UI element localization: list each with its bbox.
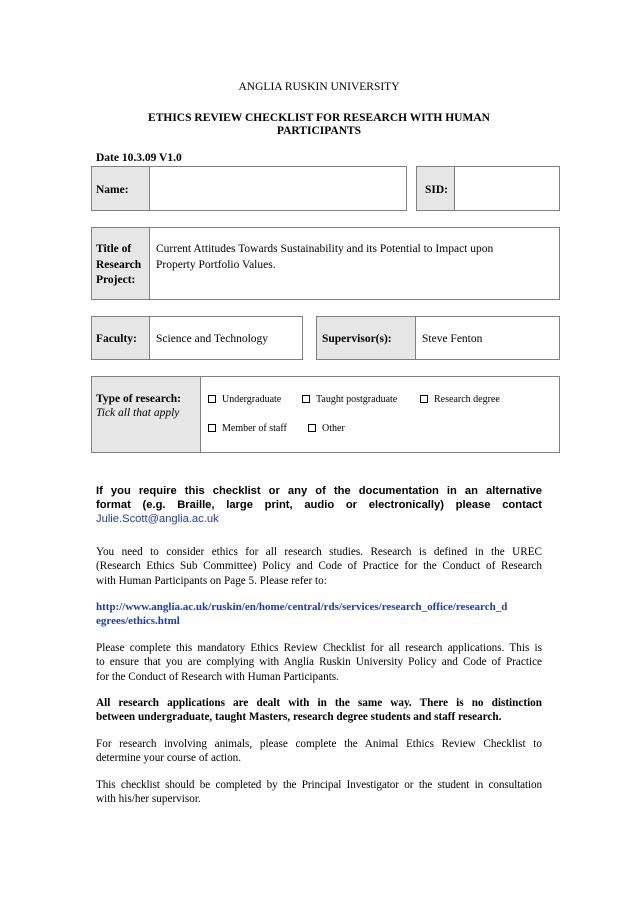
research-type-options-cell xyxy=(201,377,560,453)
project-label-cell xyxy=(92,228,150,300)
checklist-title-line2: PARTICIPANTS xyxy=(276,125,362,137)
supervisor-label-cell xyxy=(317,317,416,360)
faculty-field[interactable] xyxy=(150,317,303,360)
project-label-line1: Title of xyxy=(96,243,132,255)
same-way-paragraph: All research applications are dealt with in the same way. There is no distinction between undergraduate, taught Masters, research degree students and staff research. xyxy=(96,697,542,724)
supervisor-field[interactable] xyxy=(416,317,560,360)
faculty-label: Faculty: xyxy=(96,333,137,345)
contact-email-link[interactable]: Julie.Scott@anglia.ac.uk xyxy=(96,513,219,525)
option-undergraduate[interactable]: Undergraduate xyxy=(208,394,281,406)
name-sid-table xyxy=(91,166,560,211)
checkbox-icon[interactable] xyxy=(208,395,216,403)
checkbox-icon[interactable] xyxy=(208,424,216,432)
sid-field[interactable] xyxy=(455,167,560,211)
project-title-line2: Property Portfolio Values. xyxy=(156,258,276,271)
spacer-cell xyxy=(407,167,417,211)
research-type-table xyxy=(91,376,560,453)
sid-label-cell xyxy=(417,167,455,211)
supervisor-label: Supervisor(s): xyxy=(322,333,392,345)
project-label-line3: Project: xyxy=(96,274,136,286)
checkbox-icon[interactable] xyxy=(308,424,316,432)
animal-research-paragraph: For research involving animals, please complete the Animal Ethics Review Checklist to determine your course of action. xyxy=(96,738,542,765)
ethics-url-link[interactable]: http://www.anglia.ac.uk/ruskin/en/home/central/rds/services/research_office/research_d egrees/ethics.html xyxy=(96,601,508,628)
faculty-value: Science and Technology xyxy=(156,333,269,345)
completion-paragraph: This checklist should be completed by the Principal Investigator or the student in consultation with his/her supervisor. xyxy=(96,779,542,806)
project-title-table xyxy=(91,227,560,300)
project-title-line1: Current Attitudes Towards Sustainability and its Potential to Impact upon xyxy=(156,243,494,255)
sid-label: SID: xyxy=(425,184,449,196)
alternative-format-notice: If you require this checklist or any of the documentation in an alternative format (e.g. Braille, large print, audio or electronically) please contact xyxy=(96,485,542,512)
option-other[interactable]: Other xyxy=(308,423,345,435)
research-type-label-cell xyxy=(92,377,201,453)
name-field[interactable] xyxy=(150,167,407,211)
name-label-cell xyxy=(92,167,150,211)
supervisor-table xyxy=(316,316,560,360)
checkbox-icon[interactable] xyxy=(302,395,310,403)
faculty-table xyxy=(91,316,303,360)
checkbox-icon[interactable] xyxy=(420,395,428,403)
date-version: Date 10.3.09 V1.0 xyxy=(96,152,182,164)
research-type-label: Type of research: xyxy=(96,393,181,405)
option-member-of-staff[interactable]: Member of staff xyxy=(208,423,287,435)
name-label: Name: xyxy=(96,184,129,196)
ethics-intro-paragraph: You need to consider ethics for all research studies. Research is defined in the UREC (Research Ethics Sub Committee) Policy and Code of Practice for the Conduct of Research with Human Participants on Page 5. Please refer to: xyxy=(96,546,542,587)
research-type-hint: Tick all that apply xyxy=(96,407,180,419)
university-name: ANGLIA RUSKIN UNIVERSITY xyxy=(238,81,400,93)
project-title-field[interactable] xyxy=(150,228,560,300)
supervisor-value: Steve Fenton xyxy=(422,333,483,345)
option-research-degree[interactable]: Research degree xyxy=(420,394,500,406)
mandatory-checklist-paragraph: Please complete this mandatory Ethics Review Checklist for all research applications. This is to ensure that you are complying with Anglia Ruskin University Policy and Code of Practice for the Conduct of Research with Human Participants. xyxy=(96,642,542,683)
project-label-line2: Research xyxy=(96,258,142,271)
option-taught-postgraduate[interactable]: Taught postgraduate xyxy=(302,394,397,406)
checklist-title-line1: ETHICS REVIEW CHECKLIST FOR RESEARCH WITH HUMAN xyxy=(148,112,490,124)
faculty-label-cell xyxy=(92,317,150,360)
